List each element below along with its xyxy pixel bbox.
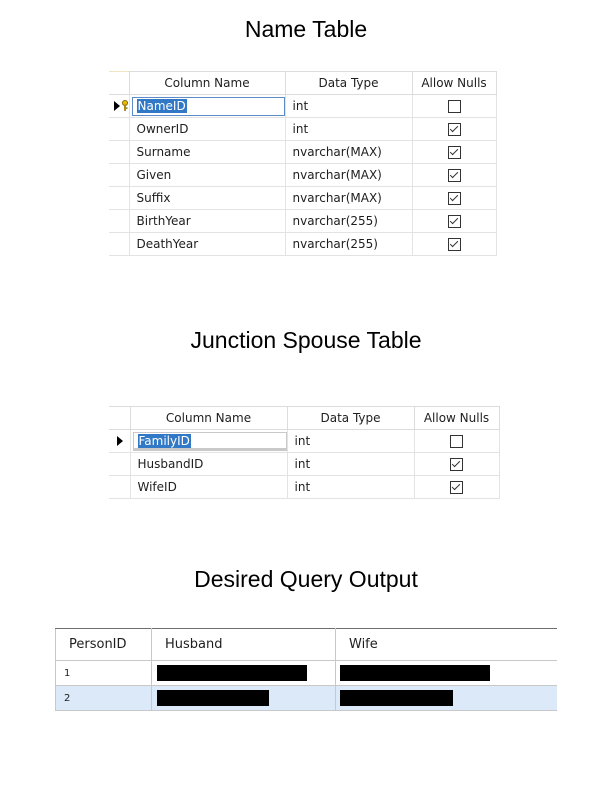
spouse-table-title: Junction Spouse Table bbox=[190, 327, 422, 353]
personid-cell[interactable]: 1 bbox=[56, 661, 152, 686]
table-row[interactable] bbox=[109, 233, 496, 256]
row-selector[interactable] bbox=[109, 164, 129, 187]
allow-nulls-cell[interactable] bbox=[414, 476, 499, 499]
name-table-grid bbox=[109, 71, 497, 256]
checkbox-icon[interactable] bbox=[448, 192, 461, 205]
column-header-type[interactable]: Data Type bbox=[285, 72, 412, 95]
row-header-corner bbox=[109, 72, 129, 95]
checkbox-icon[interactable] bbox=[448, 123, 461, 136]
checkbox-icon[interactable] bbox=[448, 146, 461, 159]
table-row[interactable] bbox=[109, 430, 499, 453]
row-selector[interactable] bbox=[109, 233, 129, 256]
table-row[interactable] bbox=[109, 95, 496, 118]
row-selector[interactable] bbox=[109, 141, 129, 164]
table-row[interactable] bbox=[109, 453, 499, 476]
data-type-cell[interactable]: int bbox=[285, 95, 412, 118]
allow-nulls-cell[interactable] bbox=[412, 187, 496, 210]
output-header-row bbox=[56, 629, 557, 661]
current-row-arrow-icon bbox=[114, 101, 120, 111]
output-title: Desired Query Output bbox=[194, 566, 418, 592]
data-type-cell[interactable]: nvarchar(MAX) bbox=[285, 187, 412, 210]
table-row[interactable] bbox=[109, 210, 496, 233]
data-type-cell[interactable]: int bbox=[287, 453, 414, 476]
redaction-bar bbox=[340, 690, 453, 706]
row-selector[interactable] bbox=[109, 453, 130, 476]
table-row[interactable] bbox=[109, 141, 496, 164]
husband-cell[interactable] bbox=[152, 661, 336, 686]
current-row-arrow-icon bbox=[117, 436, 123, 446]
column-header-name[interactable]: Column Name bbox=[130, 407, 287, 430]
checkbox-icon[interactable] bbox=[448, 238, 461, 251]
column-header-wife[interactable]: Wife bbox=[336, 629, 557, 661]
column-header-nulls[interactable]: Allow Nulls bbox=[412, 72, 496, 95]
allow-nulls-cell[interactable] bbox=[414, 453, 499, 476]
wife-cell[interactable] bbox=[336, 661, 557, 686]
row-selector[interactable] bbox=[109, 118, 129, 141]
row-selector[interactable] bbox=[109, 210, 129, 233]
row-selector[interactable] bbox=[109, 187, 129, 210]
column-name-cell[interactable] bbox=[130, 430, 287, 453]
column-header-name[interactable]: Column Name bbox=[129, 72, 285, 95]
column-name-cell[interactable]: OwnerID bbox=[129, 118, 285, 141]
column-name-cell[interactable]: Given bbox=[129, 164, 285, 187]
table-row[interactable] bbox=[109, 164, 496, 187]
query-output-grid bbox=[55, 628, 557, 711]
data-type-cell[interactable]: int bbox=[287, 430, 414, 453]
primary-key-icon bbox=[121, 100, 129, 111]
column-header-personid[interactable]: PersonID bbox=[56, 629, 152, 661]
grid-header-row bbox=[109, 72, 496, 95]
checkbox-icon[interactable] bbox=[450, 458, 463, 471]
column-header-husband[interactable]: Husband bbox=[152, 629, 336, 661]
wife-cell[interactable] bbox=[336, 686, 557, 711]
checkbox-icon[interactable] bbox=[448, 100, 461, 113]
grid-header-row bbox=[109, 407, 499, 430]
column-name-cell[interactable]: BirthYear bbox=[129, 210, 285, 233]
table-row[interactable] bbox=[109, 476, 499, 499]
allow-nulls-cell[interactable] bbox=[412, 164, 496, 187]
redaction-bar bbox=[340, 665, 490, 681]
table-row[interactable] bbox=[56, 661, 557, 686]
data-type-cell[interactable]: int bbox=[287, 476, 414, 499]
personid-cell[interactable]: 2 bbox=[56, 686, 152, 711]
column-name-input[interactable]: NameID bbox=[132, 97, 285, 116]
row-header-corner bbox=[109, 407, 130, 430]
column-header-type[interactable]: Data Type bbox=[287, 407, 414, 430]
allow-nulls-cell[interactable] bbox=[412, 95, 496, 118]
allow-nulls-cell[interactable] bbox=[414, 430, 499, 453]
table-row[interactable] bbox=[109, 187, 496, 210]
spouse-table-grid bbox=[109, 406, 500, 499]
data-type-cell[interactable]: int bbox=[285, 118, 412, 141]
table-row[interactable] bbox=[109, 118, 496, 141]
row-selector[interactable] bbox=[109, 430, 130, 453]
column-name-cell[interactable]: HusbandID bbox=[130, 453, 287, 476]
row-selector[interactable] bbox=[109, 476, 130, 499]
column-name-cell[interactable]: Suffix bbox=[129, 187, 285, 210]
checkbox-icon[interactable] bbox=[450, 481, 463, 494]
allow-nulls-cell[interactable] bbox=[412, 210, 496, 233]
column-header-nulls[interactable]: Allow Nulls bbox=[414, 407, 499, 430]
redaction-bar bbox=[157, 665, 307, 681]
allow-nulls-cell[interactable] bbox=[412, 141, 496, 164]
table-row[interactable] bbox=[56, 686, 557, 711]
column-name-cell[interactable]: DeathYear bbox=[129, 233, 285, 256]
allow-nulls-cell[interactable] bbox=[412, 233, 496, 256]
column-name-cell[interactable] bbox=[129, 95, 285, 118]
row-selector[interactable] bbox=[109, 95, 129, 118]
data-type-cell[interactable]: nvarchar(255) bbox=[285, 233, 412, 256]
checkbox-icon[interactable] bbox=[450, 435, 463, 448]
column-name-cell[interactable]: WifeID bbox=[130, 476, 287, 499]
name-table-title: Name Table bbox=[244, 16, 368, 42]
data-type-cell[interactable]: nvarchar(MAX) bbox=[285, 164, 412, 187]
allow-nulls-cell[interactable] bbox=[412, 118, 496, 141]
data-type-cell[interactable]: nvarchar(MAX) bbox=[285, 141, 412, 164]
data-type-cell[interactable]: nvarchar(255) bbox=[285, 210, 412, 233]
husband-cell[interactable] bbox=[152, 686, 336, 711]
checkbox-icon[interactable] bbox=[448, 215, 461, 228]
column-name-input[interactable]: FamilyID bbox=[133, 432, 287, 451]
column-name-cell[interactable]: Surname bbox=[129, 141, 285, 164]
checkbox-icon[interactable] bbox=[448, 169, 461, 182]
redaction-bar bbox=[157, 690, 269, 706]
